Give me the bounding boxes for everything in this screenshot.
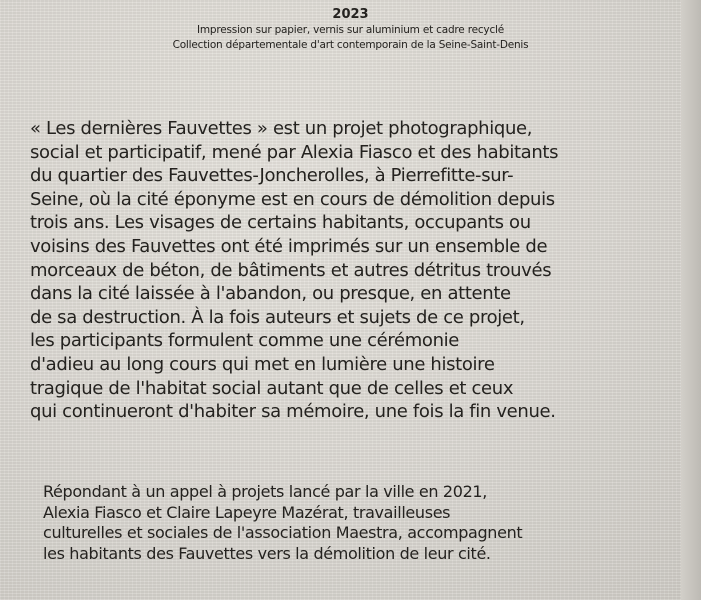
- artwork-caption: [0, 6, 701, 53]
- text-line: les participants formulent comme une cérémonie: [30, 330, 460, 352]
- text-line: « Les dernières Fauvettes » est un projet photographique,: [30, 118, 533, 139]
- text-line: tragique de l'habitat social autant que de celles et ceux: [30, 377, 514, 399]
- description-paragraph-1: [30, 117, 680, 424]
- text-line: trois ans. Les visages de certains habitants, occupants ou: [30, 212, 531, 234]
- text-line: qui continueront d'habiter sa mémoire, une fois la fin venue.: [30, 401, 556, 423]
- description-paragraph-2: [43, 482, 693, 564]
- text-line: Seine, où la cité éponyme est en cours de démolition depuis: [30, 188, 555, 210]
- text-line: du quartier des Fauvettes-Joncherolles, à Pierrefitte-sur-: [30, 165, 514, 187]
- text-line: dans la cité laissée à l'abandon, ou presque, en attente: [30, 283, 511, 305]
- text-line: voisins des Fauvettes ont été imprimés sur un ensemble de: [30, 235, 548, 257]
- text-line: morceaux de béton, de bâtiments et autres détritus trouvés: [30, 259, 552, 281]
- artwork-medium: Impression sur papier, vernis sur aluminium et cadre recyclé: [197, 24, 504, 36]
- text-line: culturelles et sociales de l'association Maestra, accompagnent: [43, 523, 523, 542]
- text-line: Alexia Fiasco et Claire Lapeyre Mazérat, travailleuses: [43, 502, 451, 522]
- text-line: d'adieu au long cours qui met en lumière une histoire: [30, 353, 495, 375]
- artwork-collection: Collection départementale d'art contemporain de la Seine-Saint-Denis: [172, 39, 529, 51]
- artwork-year: 2023: [332, 7, 369, 22]
- text-line: social et participatif, mené par Alexia Fiasco et des habitants: [30, 141, 559, 163]
- text-line: de sa destruction. À la fois auteurs et sujets de ce projet,: [30, 306, 525, 328]
- text-line: les habitants des Fauvettes vers la démolition de leur cité.: [43, 543, 491, 563]
- text-line: Répondant à un appel à projets lancé par la ville en 2021,: [43, 482, 487, 501]
